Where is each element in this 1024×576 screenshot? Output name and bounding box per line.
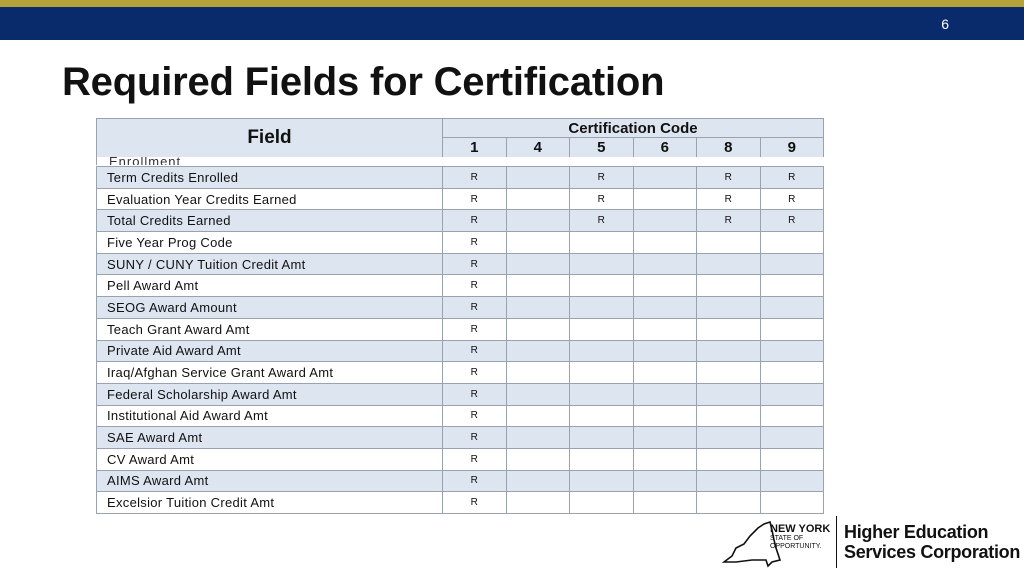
code-cell: R <box>443 275 507 297</box>
code-cell <box>760 318 824 340</box>
code-cell <box>697 362 761 384</box>
code-cell <box>633 253 697 275</box>
code-cell <box>760 383 824 405</box>
table-row <box>97 210 824 232</box>
code-cell: R <box>443 448 507 470</box>
code-cell <box>697 427 761 449</box>
code-header: 6 <box>633 138 697 158</box>
ny-line2: STATE OF <box>770 535 804 542</box>
code-cell <box>506 167 570 189</box>
code-cell <box>760 297 824 319</box>
code-header: 5 <box>570 138 634 158</box>
code-cell <box>760 275 824 297</box>
code-cell <box>570 340 634 362</box>
code-cell <box>506 427 570 449</box>
code-cell <box>506 253 570 275</box>
code-cell <box>633 297 697 319</box>
code-header: 4 <box>506 138 570 158</box>
cut-off-row <box>96 157 827 165</box>
field-name-cell: SAE Award Amt <box>97 427 443 449</box>
field-name-cell: Iraq/Afghan Service Grant Award Amt <box>97 362 443 384</box>
code-cell: R <box>443 318 507 340</box>
field-name-cell: SEOG Award Amount <box>97 297 443 319</box>
code-cell <box>506 275 570 297</box>
code-cell <box>633 470 697 492</box>
code-cell <box>697 318 761 340</box>
code-cell <box>506 210 570 232</box>
field-column-header: Field <box>97 119 443 158</box>
field-name-cell: Teach Grant Award Amt <box>97 318 443 340</box>
code-cell <box>506 405 570 427</box>
code-cell <box>506 448 570 470</box>
code-cell: R <box>443 492 507 514</box>
code-cell: R <box>760 167 824 189</box>
code-cell <box>570 318 634 340</box>
code-cell <box>570 470 634 492</box>
code-cell: R <box>570 188 634 210</box>
table-row <box>97 492 824 514</box>
cut-off-row-text: Enrollment <box>109 157 182 165</box>
code-cell <box>570 362 634 384</box>
code-cell <box>570 297 634 319</box>
code-cell <box>760 470 824 492</box>
code-cell <box>760 253 824 275</box>
code-header: 1 <box>443 138 507 158</box>
table-row <box>97 448 824 470</box>
code-header: 8 <box>697 138 761 158</box>
code-cell <box>697 340 761 362</box>
table-row <box>97 167 824 189</box>
field-name-cell: SUNY / CUNY Tuition Credit Amt <box>97 253 443 275</box>
code-cell <box>570 253 634 275</box>
code-cell: R <box>443 253 507 275</box>
ny-state-map-icon <box>722 518 782 568</box>
code-cell: R <box>760 188 824 210</box>
code-cell <box>760 362 824 384</box>
code-cell <box>570 448 634 470</box>
table-row <box>97 232 824 254</box>
code-cell <box>633 210 697 232</box>
code-header: 9 <box>760 138 824 158</box>
code-cell: R <box>570 167 634 189</box>
code-cell <box>633 318 697 340</box>
code-cell <box>760 492 824 514</box>
ny-line3: OPPORTUNITY. <box>770 543 822 550</box>
table-row <box>97 362 824 384</box>
table-header <box>96 118 824 158</box>
code-cell: R <box>443 427 507 449</box>
code-cell: R <box>443 167 507 189</box>
code-cell: R <box>443 232 507 254</box>
code-cell <box>506 318 570 340</box>
code-cell: R <box>443 297 507 319</box>
code-cell <box>633 427 697 449</box>
code-cell <box>633 275 697 297</box>
code-cell <box>697 232 761 254</box>
field-name-cell: Private Aid Award Amt <box>97 340 443 362</box>
code-cell <box>570 427 634 449</box>
field-name-cell: AIMS Award Amt <box>97 470 443 492</box>
code-cell <box>633 448 697 470</box>
code-cell: R <box>697 210 761 232</box>
code-cell <box>506 492 570 514</box>
field-name-cell: Excelsior Tuition Credit Amt <box>97 492 443 514</box>
certification-table <box>96 166 824 514</box>
code-cell: R <box>443 383 507 405</box>
ny-line1: NEW YORK <box>770 523 831 535</box>
code-cell <box>506 232 570 254</box>
code-cell: R <box>443 340 507 362</box>
code-cell <box>633 232 697 254</box>
code-cell <box>760 448 824 470</box>
code-cell: R <box>760 210 824 232</box>
code-cell: R <box>443 188 507 210</box>
table-row <box>97 383 824 405</box>
code-cell <box>633 362 697 384</box>
table-row <box>97 470 824 492</box>
code-cell <box>506 340 570 362</box>
code-cell <box>570 492 634 514</box>
code-cell <box>760 405 824 427</box>
hesc-line2: Services Corporation <box>844 542 1021 562</box>
code-cell <box>697 470 761 492</box>
code-cell <box>506 362 570 384</box>
table-row <box>97 275 824 297</box>
code-cell <box>760 427 824 449</box>
code-cell <box>633 167 697 189</box>
table-row <box>97 405 824 427</box>
code-cell <box>697 492 761 514</box>
code-cell <box>570 232 634 254</box>
field-name-cell: CV Award Amt <box>97 448 443 470</box>
code-cell <box>506 470 570 492</box>
field-name-cell: Evaluation Year Credits Earned <box>97 188 443 210</box>
code-cell <box>697 253 761 275</box>
code-cell <box>697 448 761 470</box>
code-cell: R <box>697 167 761 189</box>
slide-number: 6 <box>941 16 949 32</box>
code-cell <box>760 232 824 254</box>
code-cell <box>633 405 697 427</box>
table-row <box>97 188 824 210</box>
code-cell <box>633 340 697 362</box>
certification-code-header: Certification Code <box>443 119 824 138</box>
code-cell <box>697 383 761 405</box>
code-cell <box>570 405 634 427</box>
code-cell <box>506 188 570 210</box>
hesc-logo <box>844 522 1020 562</box>
field-name-cell: Total Credits Earned <box>97 210 443 232</box>
code-cell <box>760 340 824 362</box>
top-gold-stripe <box>0 0 1024 7</box>
field-name-cell: Five Year Prog Code <box>97 232 443 254</box>
code-cell: R <box>443 210 507 232</box>
table-row <box>97 427 824 449</box>
code-cell <box>697 405 761 427</box>
code-cell: R <box>697 188 761 210</box>
code-cell <box>697 297 761 319</box>
code-cell <box>506 383 570 405</box>
code-cell <box>506 297 570 319</box>
code-cell <box>633 492 697 514</box>
code-cell: R <box>443 405 507 427</box>
table-row <box>97 297 824 319</box>
logo-divider <box>836 516 837 568</box>
code-cell <box>570 275 634 297</box>
code-cell: R <box>443 470 507 492</box>
hesc-line1: Higher Education <box>844 522 989 542</box>
code-cell <box>633 383 697 405</box>
code-cell: R <box>443 362 507 384</box>
ny-state-logo <box>770 524 830 551</box>
field-name-cell: Term Credits Enrolled <box>97 167 443 189</box>
code-cell <box>570 383 634 405</box>
code-cell <box>633 188 697 210</box>
field-name-cell: Federal Scholarship Award Amt <box>97 383 443 405</box>
field-name-cell: Pell Award Amt <box>97 275 443 297</box>
table-row <box>97 340 824 362</box>
table-row <box>97 253 824 275</box>
top-blue-bar <box>0 7 1024 40</box>
slide-title: Required Fields for Certification <box>62 60 665 104</box>
code-cell: R <box>570 210 634 232</box>
field-name-cell: Institutional Aid Award Amt <box>97 405 443 427</box>
table-row <box>97 318 824 340</box>
code-cell <box>697 275 761 297</box>
